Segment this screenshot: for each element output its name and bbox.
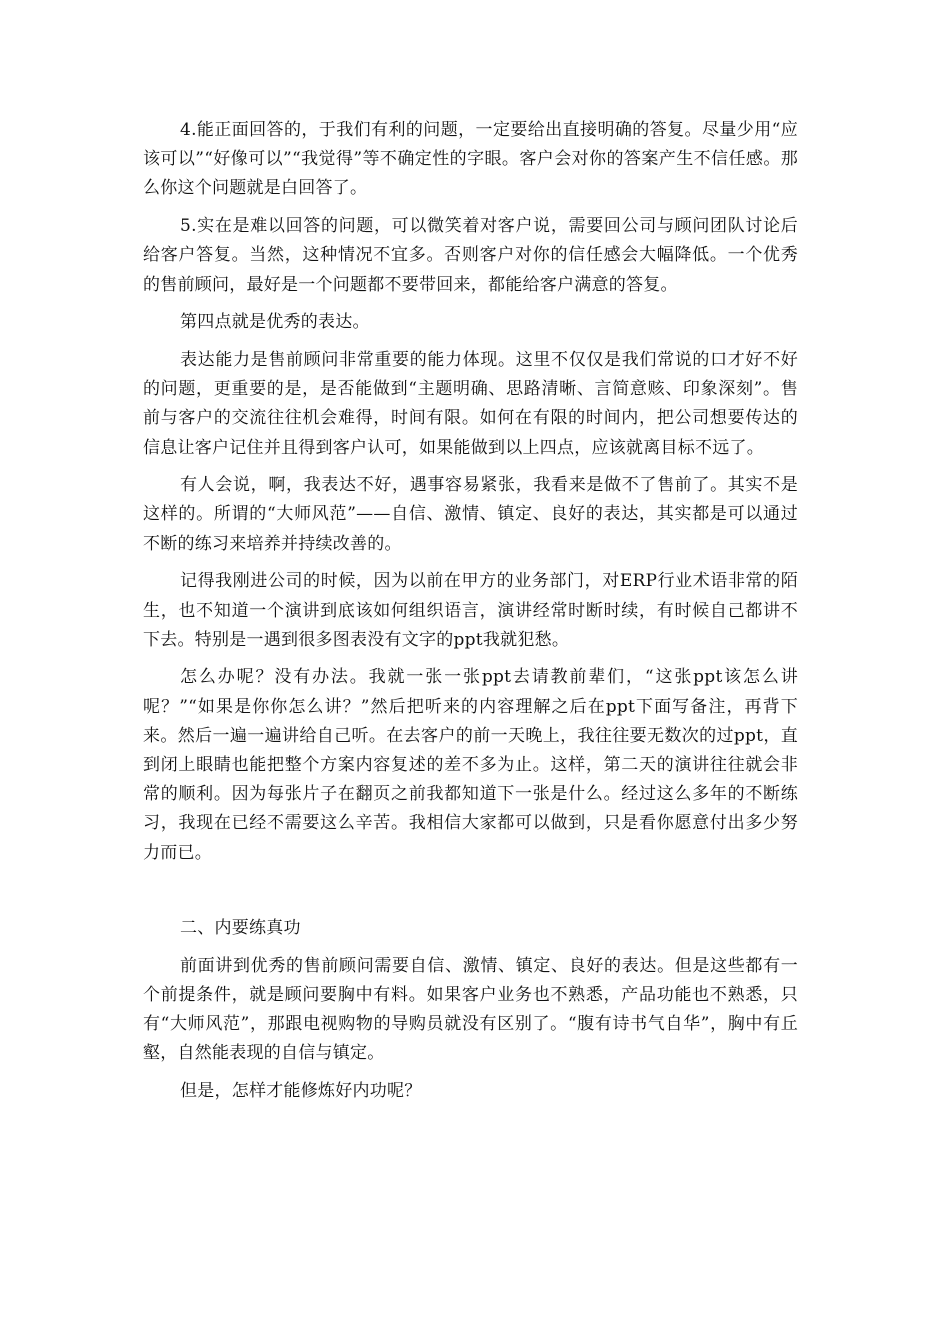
section-heading: 二、内要练真功 [180,917,301,938]
paragraph-answer-directly: 4.能正面回答的，于我们有利的问题，一定要给出直接明确的答复。尽量少用“应该可以”“好像可以”“我觉得”等不确定性的字眼。客户会对你的答案产生不信任感。那么你这个问题就是白回答了。 [143,120,798,199]
paragraph-point-four: 第四点就是优秀的表达。 [180,312,370,333]
paragraph-hard-questions: 5.实在是难以回答的问题，可以微笑着对客户说，需要回公司与顾问团队讨论后给客户答复。当然，这种情况不宜多。否则客户对你的信任感会大幅降低。一个优秀的售前顾问，最好是一个问题都不要带回来，都能给客户满意的答复。 [143,216,798,295]
document-page [143,116,798,1115]
paragraph-practice: 怎么办呢？没有办法。我就一张一张ppt去请教前辈们，“这张ppt该怎么讲呢？”“如果是你你怎么讲？”然后把听来的内容理解之后在ppt下面写备注，再背下来。然后一遍一遍讲给自己听。在去客户的前一天晚上，我往往要无数次的过ppt，直到闭上眼睛也能把整个方案内容复述的差不多为止。这样，第二天的演讲往往就会非常的顺利。因为每张片子在翻页之前我都知道下一张是什么。经过这么多年的不断练习，我现在已经不需要这么辛苦。我相信大家都可以做到，只是看你愿意付出多少努力而已。 [143,667,798,863]
paragraph-inner-skill: 前面讲到优秀的售前顾问需要自信、激情、镇定、良好的表达。但是这些都有一个前提条件，就是顾问要胸中有料。如果客户业务也不熟悉，产品功能也不熟悉，只有“大师风范”，那跟电视购物的导购员就没有区别了。“腹有诗书气自华”，胸中有丘壑，自然能表现的自信与镇定。 [143,955,798,1064]
paragraph-expression-ability: 表达能力是售前顾问非常重要的能力体现。这里不仅仅是我们常说的口才好不好的问题，更重要的是，是否能做到“主题明确、思路清晰、言简意赅、印象深刻”。售前与客户的交流往往机会难得，时间有限。如何在有限的时间内，把公司想要传达的信息让客户记住并且得到客户认可，如果能做到以上四点，应该就离目标不远了。 [143,349,798,458]
paragraph-question: 但是，怎样才能修炼好内功呢？ [180,1080,422,1101]
paragraph-early-days: 记得我刚进公司的时候，因为以前在甲方的业务部门，对ERP行业术语非常的陌生，也不知道一个演讲到底该如何组织语言，演讲经常时断时续，有时候自己都讲不下去。特别是一遇到很多图表没有文字的ppt我就犯愁。 [143,571,798,650]
paragraph-nervous: 有人会说，啊，我表达不好，遇事容易紧张，我看来是做不了售前了。其实不是这样的。所谓的“大师风范”——自信、激情、镇定、良好的表达，其实都是可以通过不断的练习来培养并持续改善的。 [143,475,798,554]
